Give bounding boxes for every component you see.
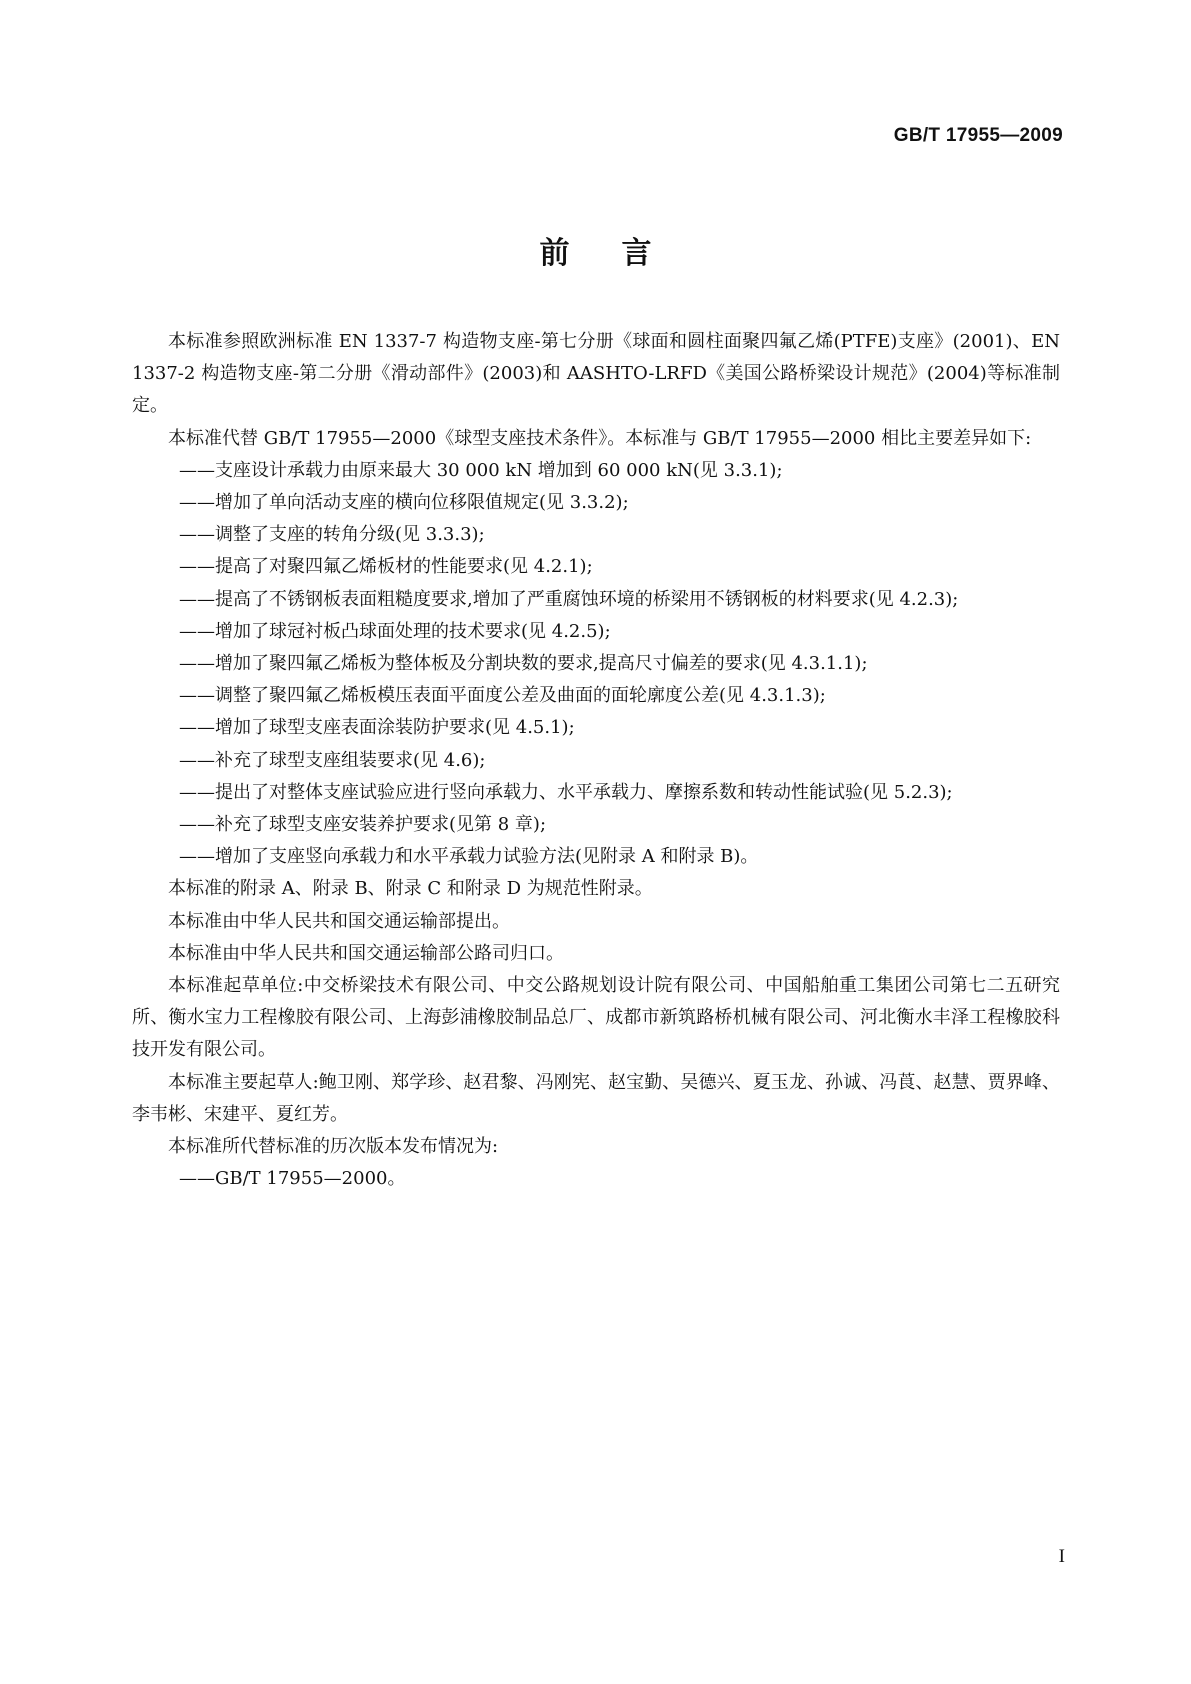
paragraph-administrator: 本标准由中华人民共和国交通运输部公路司归口。: [168, 942, 564, 964]
history-list: [132, 1163, 1060, 1195]
change-list-item: ——增加了单向活动支座的横向位移限值规定(见 3.3.2);: [179, 492, 629, 514]
change-list-item: ——支座设计承载力由原来最大 30 000 kN 增加到 60 000 kN(见 3.3.1);: [179, 459, 783, 481]
change-list-item: ——调整了支座的转角分级(见 3.3.3);: [179, 524, 485, 546]
foreword-body: [132, 326, 1060, 1195]
paragraph-annexes: 本标准的附录 A、附录 B、附录 C 和附录 D 为规范性附录。: [168, 878, 653, 900]
paragraph-drafting-units: 本标准起草单位:中交桥梁技术有限公司、中交公路规划设计院有限公司、中国船舶重工集团公司第七二五研究所、衡水宝力工程橡胶有限公司、上海彭浦橡胶制品总厂、成都市新筑路桥机械有限公司、河北衡水丰泽工程橡胶科技开发有限公司。: [132, 975, 1060, 1061]
paragraph-history: 本标准所代替标准的历次版本发布情况为:: [168, 1136, 499, 1158]
change-list-item: ——提出了对整体支座试验应进行竖向承载力、水平承载力、摩擦系数和转动性能试验(见 5.2.3);: [179, 781, 953, 803]
paragraph-replacement: 本标准代替 GB/T 17955—2000《球型支座技术条件》。本标准与 GB/T 17955—2000 相比主要差异如下:: [168, 427, 1032, 449]
change-list-item: ——补充了球型支座安装养护要求(见第 8 章);: [179, 814, 547, 836]
history-list-item: ——GB/T 17955—2000。: [179, 1168, 406, 1190]
paragraph-reference-standards: 本标准参照欧洲标准 EN 1337-7 构造物支座-第七分册《球面和圆柱面聚四氟乙烯(PTFE)支座》(2001)、EN 1337-2 构造物支座-第二分册《滑动部件》(2003)和 AASHTO-LRFD《美国公路桥梁设计规范》(2004)等标准制定。: [132, 331, 1060, 417]
change-list: [132, 455, 1060, 874]
paragraph-drafters: 本标准主要起草人:鲍卫刚、郑学珍、赵君黎、冯刚宪、赵宝勤、吴德兴、夏玉龙、孙诚、冯莨、赵慧、贾界峰、李韦彬、宋建平、夏红芳。: [132, 1071, 1060, 1125]
paragraph-proposer: 本标准由中华人民共和国交通运输部提出。: [168, 910, 510, 932]
change-list-item: ——提高了不锈钢板表面粗糙度要求,增加了严重腐蚀环境的桥梁用不锈钢板的材料要求(见 4.2.3);: [179, 588, 959, 610]
page-number: I: [1058, 1546, 1065, 1567]
change-list-item: ——增加了球型支座表面涂装防护要求(见 4.5.1);: [179, 717, 575, 739]
change-list-item: ——提高了对聚四氟乙烯板材的性能要求(见 4.2.1);: [179, 556, 593, 578]
change-list-item: ——增加了聚四氟乙烯板为整体板及分割块数的要求,提高尺寸偏差的要求(见 4.3.1.1);: [179, 653, 868, 675]
page-title: 前言: [539, 236, 704, 271]
change-list-item: ——增加了球冠衬板凸球面处理的技术要求(见 4.2.5);: [179, 620, 611, 642]
change-list-item: ——补充了球型支座组装要求(见 4.6);: [179, 749, 486, 771]
change-list-item: ——增加了支座竖向承载力和水平承载力试验方法(见附录 A 和附录 B)。: [179, 846, 759, 868]
standard-code: GB/T 17955—2009: [893, 125, 1063, 146]
change-list-item: ——调整了聚四氟乙烯板模压表面平面度公差及曲面的面轮廓度公差(见 4.3.1.3);: [179, 685, 826, 707]
